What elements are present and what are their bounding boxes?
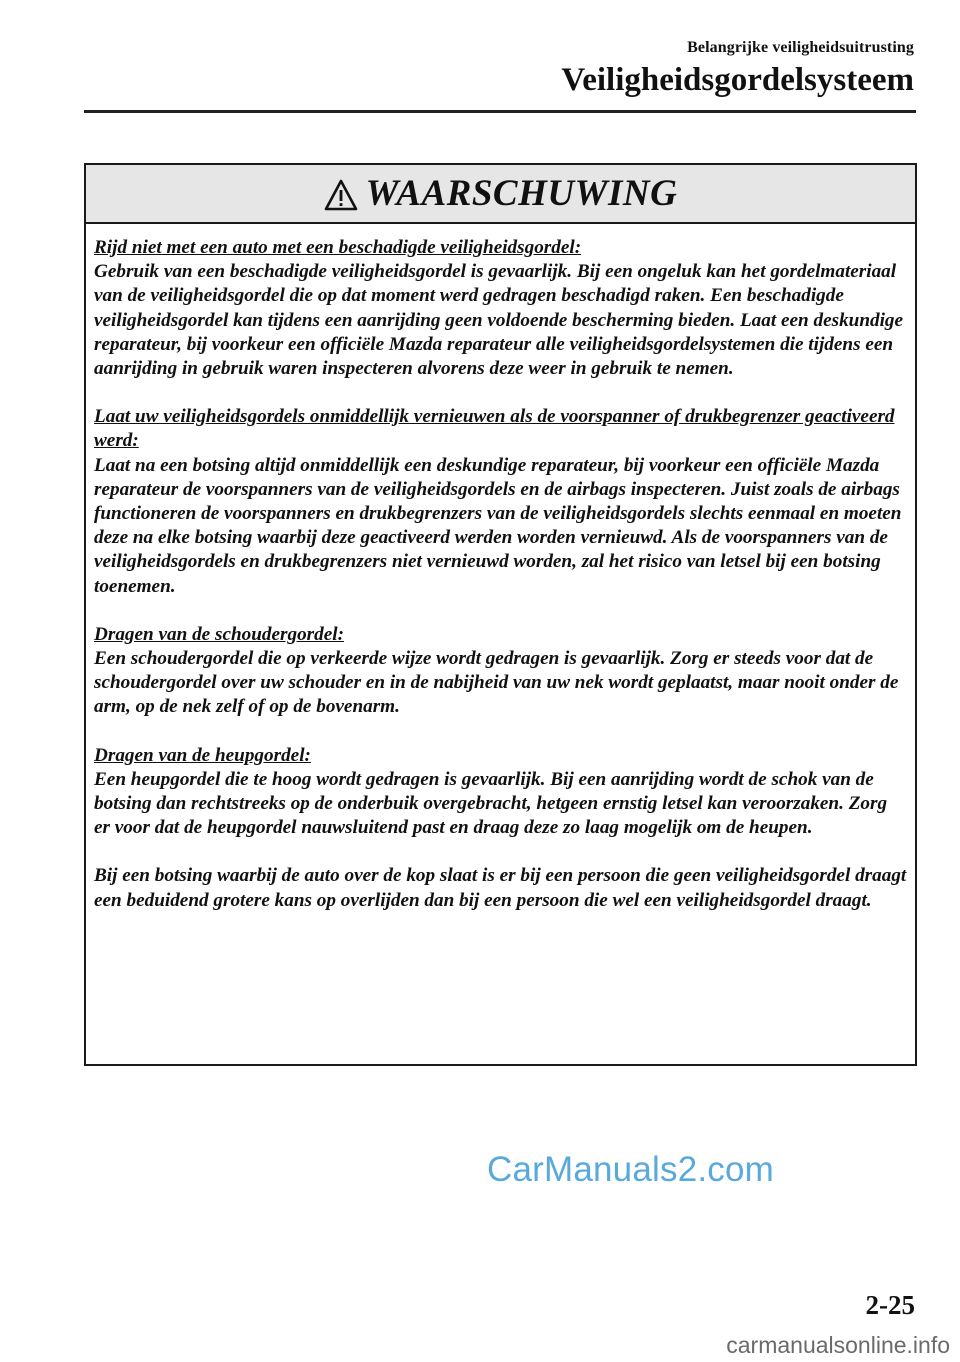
page-header bbox=[561, 38, 914, 100]
header-divider bbox=[84, 110, 916, 113]
footer-site-link[interactable]: carmanualsonline.info bbox=[726, 1332, 950, 1358]
warning-paragraph bbox=[94, 744, 907, 841]
paragraph-heading: Rijd niet met een auto met een beschadigde veiligheidsgordel: bbox=[94, 237, 582, 258]
page-title: Veiligheidsgordelsysteem bbox=[561, 62, 914, 98]
warning-title: WAARSCHUWING bbox=[365, 173, 678, 214]
paragraph-text: Een schoudergordel die op verkeerde wijze wordt gedragen is gevaarlijk. Zorg er steeds voor dat de schoudergordel over uw schouder en in de nabijheid van uw nek wordt geplaatst, maar nooit onder de arm, op de nek zelf of op de bovenarm. bbox=[94, 648, 899, 718]
paragraph-text: Een heupgordel die te hoog wordt gedragen is gevaarlijk. Bij een aanrijding wordt de schok van de botsing dan rechtstreeks op de onderbuik overgebracht, hetgeen ernstig letsel kan veroorzaken. Zorg er voor dat de heupgordel nauwsluitend past en draag deze zo laag mogelijk om de heupen. bbox=[94, 768, 888, 839]
warning-body bbox=[86, 224, 915, 913]
warning-box bbox=[84, 163, 917, 1066]
paragraph-text: Laat na een botsing altijd onmiddellijk een deskundige reparateur, bij voorkeur een officiële Mazda reparateur de voorspanners van de veiligheidsgordels en de airbags inspecteren. Juist zoals de airbags functioneren de voorspanners en drukbegrenzers van de veiligheidsgordels slechts eenmaal en moeten deze na elke botsing waarbij deze geactiveerd werden worden vernieuwd. Als de voorspanners van de veiligheidsgordels en drukbegrenzers niet vernieuwd worden, zal het risico van letsel bij een botsing toenemen. bbox=[94, 454, 902, 597]
paragraph-text: Gebruik van een beschadigde veiligheidsgordel is gevaarlijk. Bij een ongeluk kan het gordelmateriaal van de veiligheidsgordel die op dat moment werd gedragen beschadigd raken. Een beschadigde veiligheidsgordel kan tijdens een aanrijding geen voldoende bescherming bieden. Laat een deskundige reparateur, bij voorkeur een officiële Mazda reparateur alle veiligheidsgordelsystemen die tijdens een aanrijding in gebruik waren inspecteren alvorens deze weer in gebruik te nemen. bbox=[94, 261, 904, 380]
watermark-logo[interactable]: CarManuals2.com bbox=[487, 1150, 774, 1189]
paragraph-heading: Dragen van de schoudergordel: bbox=[94, 623, 344, 645]
section-title: Belangrijke veiligheidsuitrusting bbox=[687, 39, 914, 56]
warning-header bbox=[86, 165, 915, 224]
warning-paragraph bbox=[94, 623, 907, 720]
paragraph-text: Bij een botsing waarbij de auto over de kop slaat is er bij een persoon die geen veiligheidsgordel draagt een beduidend grotere kans op overlijden dan bij een persoon die wel een veiligheidsgordel draagt. bbox=[94, 865, 907, 911]
warning-paragraph bbox=[94, 405, 907, 599]
paragraph-heading: Dragen van de heupgordel: bbox=[94, 744, 311, 766]
paragraph-heading: Laat uw veiligheidsgordels onmiddellijk vernieuwen als de voorspanner of drukbegrenzer geactiveerd werd: bbox=[94, 406, 895, 452]
warning-paragraph bbox=[94, 236, 907, 381]
warning-triangle-icon bbox=[324, 179, 358, 211]
page-number: 2-25 bbox=[865, 1290, 915, 1320]
warning-paragraph bbox=[94, 864, 907, 912]
